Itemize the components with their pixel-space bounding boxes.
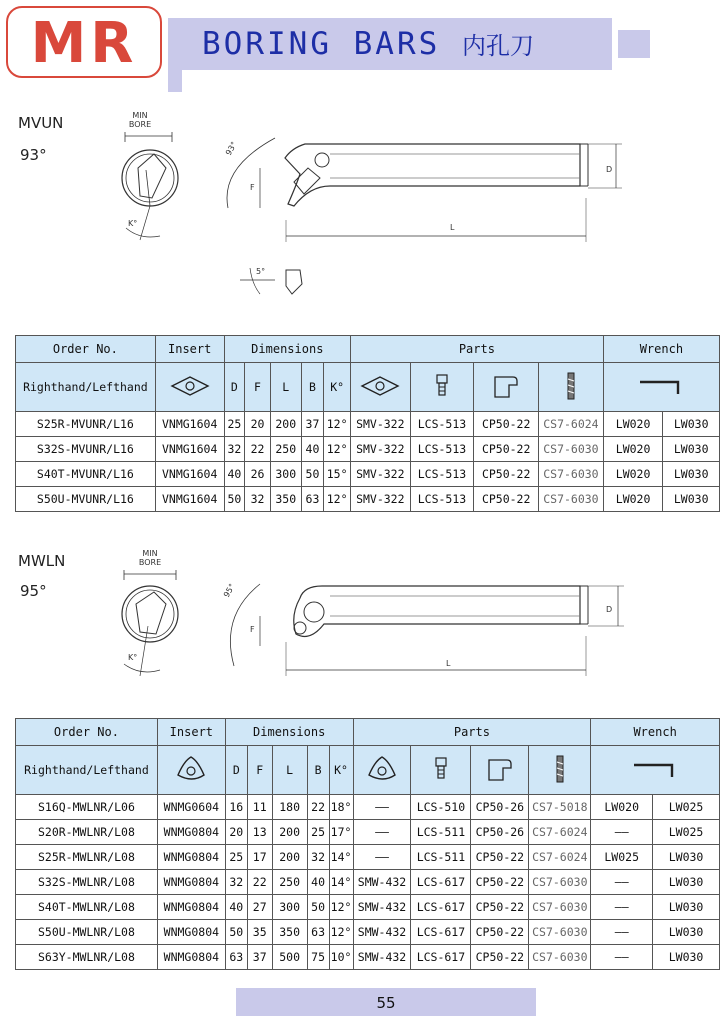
cell-p4: CS7-5018	[529, 795, 591, 820]
cell-p1: ——	[353, 795, 411, 820]
cell-d: 25	[224, 412, 245, 437]
dim-b-head: B	[301, 363, 324, 412]
cell-w1: ——	[591, 945, 653, 970]
col-dimensions: Dimensions	[225, 719, 353, 746]
dim-f-head: F	[247, 746, 272, 795]
cell-p2: LCS-513	[410, 462, 474, 487]
cell-p2: LCS-617	[411, 945, 471, 970]
cell-l: 200	[270, 412, 301, 437]
cell-order: S20R-MWLNR/L08	[16, 820, 158, 845]
l-label: L	[446, 659, 451, 668]
cell-b: 63	[301, 487, 324, 512]
l-label: L	[450, 223, 455, 232]
cell-p4: CS7-6030	[539, 437, 604, 462]
cell-b: 40	[301, 437, 324, 462]
approach-angle-label: 95°	[221, 582, 237, 599]
cell-l: 180	[272, 795, 307, 820]
cell-p1: SMW-432	[353, 870, 411, 895]
cell-p1: SMW-432	[353, 895, 411, 920]
cell-d: 32	[224, 437, 245, 462]
approach-angle-label: 93°	[223, 140, 239, 157]
cell-w2: LW030	[653, 895, 720, 920]
cell-p3: CP50-22	[474, 487, 539, 512]
cell-w2: LW030	[663, 437, 720, 462]
cell-f: 11	[247, 795, 272, 820]
cell-f: 13	[247, 820, 272, 845]
lock-screw-icon	[411, 746, 471, 795]
screw-icon	[529, 746, 591, 795]
shim-icon	[353, 746, 411, 795]
cell-p2: LCS-510	[411, 795, 471, 820]
cell-d: 16	[225, 795, 247, 820]
table-row	[16, 437, 720, 462]
section-angle-mvun: 93°	[20, 146, 47, 164]
k-angle-label: K°	[128, 653, 138, 662]
cell-p3: CP50-26	[471, 820, 529, 845]
cell-p4: CS7-6030	[529, 870, 591, 895]
cell-w2: LW030	[653, 870, 720, 895]
col-insert: Insert	[157, 719, 225, 746]
cell-insert: WNMG0804	[157, 920, 225, 945]
hand-label: Righthand/Lefthand	[16, 746, 158, 795]
cell-l: 350	[272, 920, 307, 945]
cell-p4: CS7-6030	[529, 945, 591, 970]
table-row	[16, 412, 720, 437]
table-row	[16, 487, 720, 512]
cell-insert: VNMG1604	[155, 487, 224, 512]
cell-p3: CP50-22	[471, 895, 529, 920]
cell-p4: CS7-6030	[529, 920, 591, 945]
cell-order: S25R-MVUNR/L16	[16, 412, 156, 437]
cell-p4: CS7-6030	[539, 462, 604, 487]
min-bore-line1: MIN	[132, 111, 148, 120]
cell-w2: LW030	[653, 920, 720, 945]
cell-l: 500	[272, 945, 307, 970]
cell-b: 63	[307, 920, 329, 945]
cell-order: S40T-MVUNR/L16	[16, 462, 156, 487]
cell-l: 300	[270, 462, 301, 487]
wrench-icon	[603, 363, 719, 412]
page-title	[202, 26, 534, 64]
footer-band	[236, 988, 536, 1016]
table-row	[16, 462, 720, 487]
cell-k: 14°	[329, 845, 353, 870]
cell-p1: ——	[353, 845, 411, 870]
wrench-icon	[591, 746, 720, 795]
cell-w1: ——	[591, 895, 653, 920]
cell-p3: CP50-22	[474, 462, 539, 487]
dim-b-head: B	[307, 746, 329, 795]
clamp-icon	[471, 746, 529, 795]
k-angle-label: K°	[128, 219, 138, 228]
col-wrench: Wrench	[603, 336, 719, 363]
cell-p1: ——	[353, 820, 411, 845]
col-parts: Parts	[351, 336, 604, 363]
cell-p2: LCS-617	[411, 920, 471, 945]
cell-l: 200	[272, 820, 307, 845]
cell-f: 17	[247, 845, 272, 870]
mvun-drawing	[110, 108, 630, 308]
cell-d: 50	[224, 487, 245, 512]
section-code-mwln: MWLN	[18, 552, 66, 570]
cell-p1: SMV-322	[351, 487, 411, 512]
cell-k: 12°	[329, 895, 353, 920]
cell-w2: LW025	[653, 820, 720, 845]
col-wrench: Wrench	[591, 719, 720, 746]
table-row	[16, 795, 720, 820]
cell-k: 14°	[329, 870, 353, 895]
mwln-drawing	[110, 546, 630, 696]
title-band-tab	[168, 70, 182, 92]
logo-text: MR	[30, 11, 138, 76]
cell-w2: LW025	[653, 795, 720, 820]
cell-w1: LW020	[603, 437, 663, 462]
cell-w2: LW030	[653, 945, 720, 970]
cell-p1: SMW-432	[353, 920, 411, 945]
cell-d: 40	[224, 462, 245, 487]
cell-order: S63Y-MWLNR/L08	[16, 945, 158, 970]
cell-l: 300	[272, 895, 307, 920]
cell-p4: CS7-6030	[539, 487, 604, 512]
min-bore-line2: BORE	[138, 558, 162, 567]
table-row	[16, 845, 720, 870]
cell-p1: SMV-322	[351, 412, 411, 437]
cell-d: 32	[225, 870, 247, 895]
insert-wnmg-icon	[157, 746, 225, 795]
cell-p3: CP50-22	[471, 945, 529, 970]
clamp-icon	[474, 363, 539, 412]
cell-k: 12°	[324, 487, 351, 512]
cell-f: 35	[247, 920, 272, 945]
cell-b: 75	[307, 945, 329, 970]
dim-d-head: D	[224, 363, 245, 412]
cell-f: 27	[247, 895, 272, 920]
cell-p2: LCS-513	[410, 487, 474, 512]
cell-f: 22	[247, 870, 272, 895]
bar-side-view	[285, 144, 580, 206]
shim-icon	[351, 363, 411, 412]
cell-k: 15°	[324, 462, 351, 487]
cell-b: 50	[301, 462, 324, 487]
cell-w1: LW020	[603, 487, 663, 512]
cell-w1: ——	[591, 870, 653, 895]
f-label: F	[250, 183, 255, 192]
hand-label: Righthand/Lefthand	[16, 363, 156, 412]
cell-p3: CP50-22	[474, 412, 539, 437]
cell-k: 12°	[324, 437, 351, 462]
col-order-no: Order No.	[16, 719, 158, 746]
cell-order: S32S-MWLNR/L08	[16, 870, 158, 895]
cell-insert: WNMG0804	[157, 870, 225, 895]
cell-order: S25R-MWLNR/L08	[16, 845, 158, 870]
cell-f: 20	[245, 412, 271, 437]
cell-insert: WNMG0804	[157, 945, 225, 970]
brand-logo	[6, 6, 162, 78]
cell-order: S40T-MWLNR/L08	[16, 895, 158, 920]
dim-l-head: L	[270, 363, 301, 412]
screw-icon	[539, 363, 604, 412]
page-number: 55	[376, 994, 396, 1012]
cell-order: S50U-MVUNR/L16	[16, 487, 156, 512]
cell-d: 40	[225, 895, 247, 920]
cell-d: 63	[225, 945, 247, 970]
cell-w1: ——	[591, 820, 653, 845]
cell-d: 25	[225, 845, 247, 870]
cell-b: 37	[301, 412, 324, 437]
section-code-mvun: MVUN	[18, 114, 64, 132]
cell-k: 10°	[329, 945, 353, 970]
col-insert: Insert	[155, 336, 224, 363]
cell-f: 22	[245, 437, 271, 462]
cell-p2: LCS-513	[410, 437, 474, 462]
cell-insert: WNMG0604	[157, 795, 225, 820]
cell-k: 12°	[329, 920, 353, 945]
cell-p3: CP50-22	[474, 437, 539, 462]
cell-k: 18°	[329, 795, 353, 820]
cell-l: 350	[270, 487, 301, 512]
cell-k: 12°	[324, 412, 351, 437]
table-row	[16, 820, 720, 845]
dim-d-head: D	[225, 746, 247, 795]
cell-order: S50U-MWLNR/L08	[16, 920, 158, 945]
table-row	[16, 945, 720, 970]
cell-p2: LCS-617	[411, 870, 471, 895]
cell-p2: LCS-513	[410, 412, 474, 437]
cell-b: 50	[307, 895, 329, 920]
cell-p2: LCS-617	[411, 895, 471, 920]
f-label: F	[250, 625, 255, 634]
cell-p1: SMV-322	[351, 462, 411, 487]
dim-k-head: K°	[329, 746, 353, 795]
cell-f: 26	[245, 462, 271, 487]
cell-insert: VNMG1604	[155, 437, 224, 462]
cell-p1: SMV-322	[351, 437, 411, 462]
cell-p1: SMW-432	[353, 945, 411, 970]
cell-w1: LW020	[591, 795, 653, 820]
cell-p4: CS7-6024	[529, 820, 591, 845]
cell-insert: WNMG0804	[157, 820, 225, 845]
cell-p3: CP50-22	[471, 870, 529, 895]
cell-f: 32	[245, 487, 271, 512]
lock-screw-icon	[410, 363, 474, 412]
cell-l: 250	[270, 437, 301, 462]
cell-p2: LCS-511	[411, 845, 471, 870]
min-bore-line1: MIN	[142, 549, 158, 558]
cell-p3: CP50-26	[471, 795, 529, 820]
dim-k-head: K°	[324, 363, 351, 412]
cell-w1: ——	[591, 920, 653, 945]
cell-l: 200	[272, 845, 307, 870]
cell-insert: WNMG0804	[157, 845, 225, 870]
cell-order: S16Q-MWLNR/L06	[16, 795, 158, 820]
d-label: D	[606, 605, 613, 614]
title-en: BORING BARS	[202, 26, 441, 62]
cell-w2: LW030	[663, 462, 720, 487]
insert-vnmg-icon	[155, 363, 224, 412]
cell-k: 17°	[329, 820, 353, 845]
cell-p3: CP50-22	[471, 845, 529, 870]
cell-b: 40	[307, 870, 329, 895]
dim-l-head: L	[272, 746, 307, 795]
col-parts: Parts	[353, 719, 591, 746]
cell-d: 20	[225, 820, 247, 845]
table-row	[16, 895, 720, 920]
cell-p4: CS7-6030	[529, 895, 591, 920]
cell-w1: LW025	[591, 845, 653, 870]
cell-insert: VNMG1604	[155, 412, 224, 437]
title-square	[618, 30, 650, 58]
title-cn: 内孔刀	[461, 32, 534, 60]
cell-b: 22	[307, 795, 329, 820]
min-bore-line2: BORE	[128, 120, 152, 129]
cell-p4: CS7-6024	[539, 412, 604, 437]
col-order-no: Order No.	[16, 336, 156, 363]
cell-w2: LW030	[653, 845, 720, 870]
clearance-label: 5°	[256, 267, 266, 276]
cell-w1: LW020	[603, 462, 663, 487]
cell-p4: CS7-6024	[529, 845, 591, 870]
cell-insert: VNMG1604	[155, 462, 224, 487]
col-dimensions: Dimensions	[224, 336, 350, 363]
cell-p3: CP50-22	[471, 920, 529, 945]
cell-order: S32S-MVUNR/L16	[16, 437, 156, 462]
section-angle-mwln: 95°	[20, 582, 47, 600]
cell-d: 50	[225, 920, 247, 945]
cell-b: 32	[307, 845, 329, 870]
cell-b: 25	[307, 820, 329, 845]
dim-f-head: F	[245, 363, 271, 412]
mwln-spec-table	[15, 718, 720, 970]
d-label: D	[606, 165, 613, 174]
table-row	[16, 870, 720, 895]
cell-w2: LW030	[663, 412, 720, 437]
cell-f: 37	[247, 945, 272, 970]
mvun-spec-table	[15, 335, 720, 512]
cell-w1: LW020	[603, 412, 663, 437]
table-row	[16, 920, 720, 945]
cell-l: 250	[272, 870, 307, 895]
cell-w2: LW030	[663, 487, 720, 512]
cell-p2: LCS-511	[411, 820, 471, 845]
title-band	[168, 18, 612, 70]
cell-insert: WNMG0804	[157, 895, 225, 920]
